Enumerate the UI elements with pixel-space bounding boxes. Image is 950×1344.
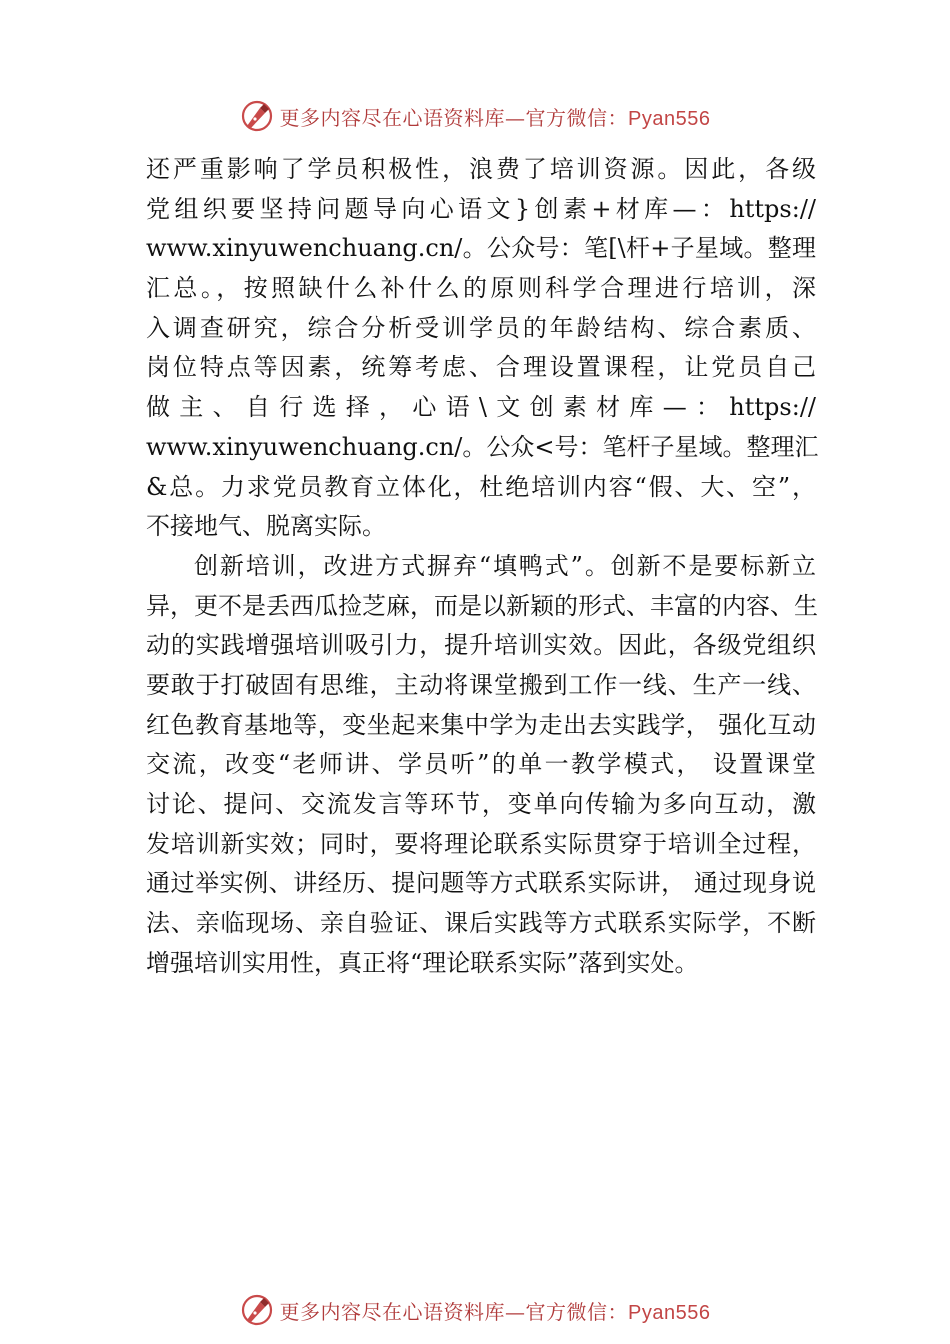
- body-line: 增强培训实用性，真正将“理论联系实际”落到实处。: [146, 948, 699, 977]
- body-line: 讨论、提问、交流发言等环节，变单向传输为多向互动，激: [146, 790, 816, 818]
- footer-banner-text: 更多内容尽在心语资料库—官方微信：Pyan556: [279, 1299, 711, 1324]
- body-line: 汇总。，按照缺什么补什么的原则科学合理进行培训，深: [146, 274, 816, 303]
- body-line: 创新培训，改进方式摒弃“填鸭式”。创新不是要标新立: [194, 551, 816, 580]
- header-banner-text: 更多内容尽在心语资料库—官方微信：Pyan556: [279, 105, 711, 130]
- body-line: 发培训新实效；同时，要将理论联系实际贯穿于培训全过程，: [146, 829, 816, 858]
- body-line: 交流，改变“老师讲、学员听”的单一教学模式， 设置课堂: [146, 750, 816, 779]
- header-banner: [0, 96, 950, 136]
- body-line: 法、亲临现场、亲自验证、课后实践等方式联系实际学，不断: [146, 909, 816, 938]
- pen-nib-logo-icon: [240, 99, 274, 133]
- document-body: [146, 150, 819, 983]
- body-line: 动的实践增强培训吸引力，提升培训实效。因此，各级党组织: [146, 631, 816, 660]
- footer-banner-handle: Pyan556: [628, 1301, 711, 1324]
- body-line: www.xinyuwenchuang.cn/。公众号：笔[\杆+子星域。整理: [146, 234, 816, 263]
- pen-nib-logo-icon: [240, 1293, 274, 1327]
- body-line: 红色教育基地等，变坐起来集中学为走出去实践学， 强化互动: [146, 710, 816, 739]
- body-line: 还严重影响了学员积极性，浪费了培训资源。因此，各级: [146, 155, 816, 183]
- body-line: 岗位特点等因素，统筹考虑、合理设置课程，让党员自己: [146, 353, 816, 382]
- body-line: &总。力求党员教育立体化，杜绝培训内容“假、大、空”，: [146, 472, 816, 501]
- body-line: www.xinyuwenchuang.cn/。公众<号：笔杆子星域。整理汇: [146, 432, 819, 461]
- body-line: 入调查研究，综合分析受训学员的年龄结构、综合素质、: [146, 313, 816, 342]
- body-line: 要敢于打破固有思维，主动将课堂搬到工作一线、生产一线、: [146, 670, 816, 699]
- body-line: 不接地气、脱离实际。: [146, 512, 386, 541]
- body-line: 党组织要坚持问题导向心语文}创素+材库—：https://: [146, 194, 816, 223]
- body-line: 通过举实例、讲经历、提问题等方式联系实际讲， 通过现身说: [146, 869, 816, 898]
- body-line: 做主、自行选择，心语\文创素材库—：https://: [146, 393, 816, 422]
- footer-banner: [0, 1290, 950, 1330]
- body-line: 异，更不是丢西瓜捡芝麻，而是以新颖的形式、丰富的内容、生: [146, 591, 818, 620]
- header-banner-handle: Pyan556: [628, 107, 711, 130]
